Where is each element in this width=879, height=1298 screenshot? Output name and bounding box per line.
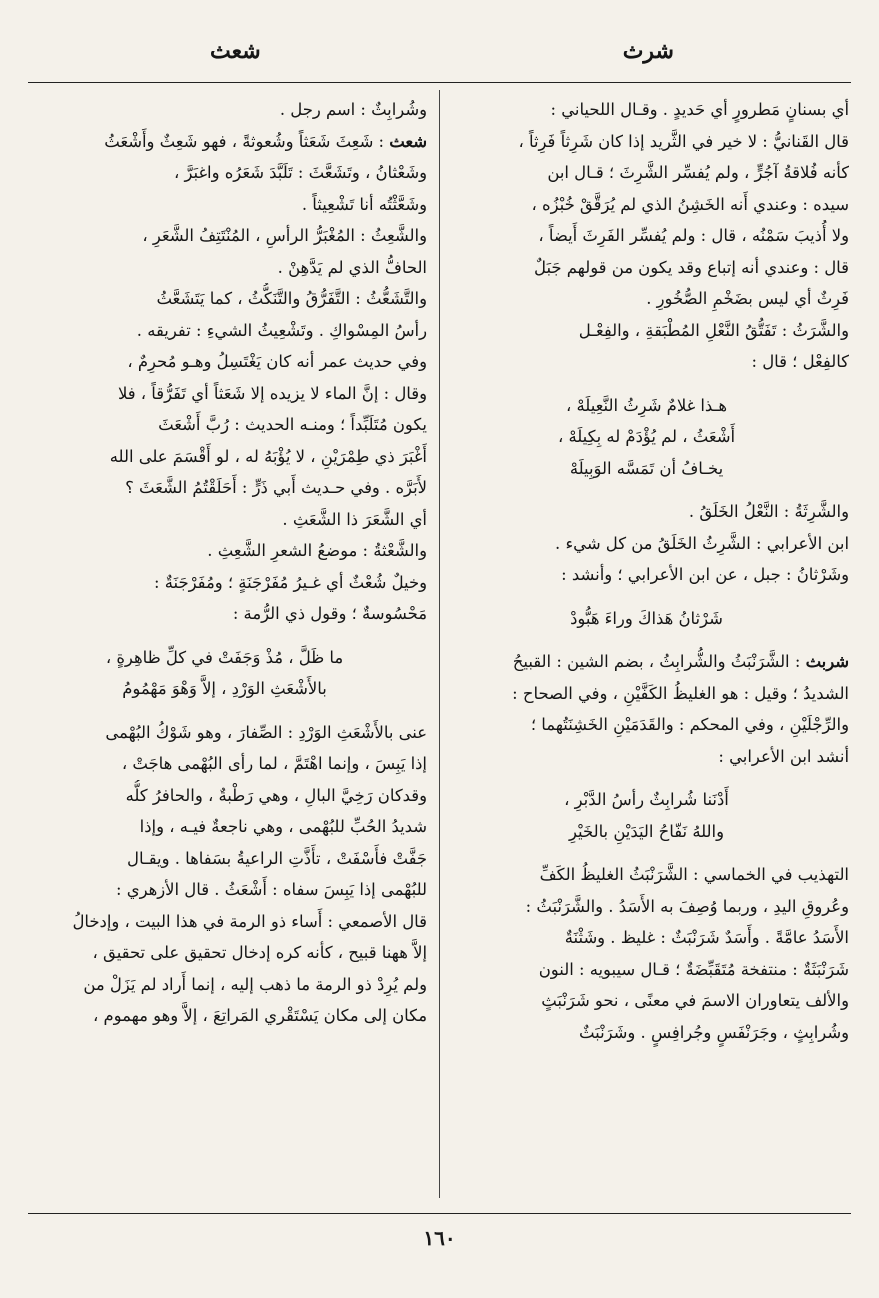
text-line: ولم يُرِدْ ذو الرمة ما ذهب إليه ، إنما أَراد لم يَزَلْ من (83, 974, 427, 994)
text-line: الحافُّ الذي لم يَدَّهِنْ . (277, 257, 427, 277)
text-line: رأسُ المِسْواكِ . وتَشْعِيثُ الشيءِ : تفريقه . (136, 320, 427, 340)
spacer (22, 630, 427, 642)
entry-headword: شعث (389, 131, 427, 151)
text-line: وشَعْثانُ ، وتَشَعَّثَ : تَلَبَّدَ شَعَرُه واغبَرَّ ، (173, 163, 427, 182)
text-line: التهذيب في الخماسي : الشَّرَنْبَثُ الغليظُ الكَفِّ (539, 865, 849, 884)
text-line: وشُرابِثٌ : اسم رجل . (279, 100, 427, 119)
spacer (444, 847, 849, 859)
spacer (444, 378, 849, 390)
text-line: قال القَنانيُّ : لا خير في الثَّريد إذا كان شَرِثاً فَرِثاً ، (518, 131, 849, 151)
text-line: ولا أُذيبَ سَمْنُه ، قال : ولم يُفسِّر الفَرِثَ أَيضاً ، (538, 226, 849, 245)
text-line: والشَّرِثَةُ : النَّعْلُ الخَلَقُ . (688, 502, 849, 521)
text-line: وفي حديث عمر أنه كان يَغْتَسِلُ وهـو مُحرِمٌ ، (127, 352, 427, 371)
entry-headword: شربث (805, 652, 849, 671)
spacer (444, 591, 849, 603)
text-line: سيده : وعندي أَنه الخَشِنُ الذي لم يُرَقَّقْ خُبْزُه ، (531, 194, 849, 214)
text-line: والشَّعْثةُ : موضعُ الشعرِ الشَّعِثِ . (207, 541, 427, 560)
text-line: إلاَّ ههنا قبيح ، كأنه كره إدخال تحقيق على تحقيق ، (92, 943, 427, 962)
text-line: مَحْسُوسةٌ ؛ وقول ذي الرُّمة : (232, 604, 427, 623)
entry-heading-line: شعث : شَعِثَ شَعَثاً وشُعوثةً ، فهو شَعِثٌ وأَشْعَثُ (104, 131, 427, 151)
running-head-left: شعث (210, 38, 261, 64)
text-line: قال : وعندي أنه إتباع وقد يكون من قولهم جَبَلٌ (534, 257, 849, 277)
text-line: الشديدُ ؛ وقيل : هو الغليظُ الكَفَّيْنِ ، وفي الصحاح : (512, 683, 849, 703)
spacer (444, 634, 849, 646)
text-line: فَرِثٌ أي ليس بضَخْمِ الصُّخُورِ . (646, 289, 849, 308)
left-column (22, 94, 427, 1204)
text-line: وشَعَّثْتُه أنا تَشْعِيثاً . (301, 194, 427, 214)
right-column (444, 94, 849, 1204)
text-line: وشَرْثانُ : جبل ، عن ابن الأعرابي ؛ وأنشد : (561, 565, 849, 584)
text-line: يكون مُتَلَبِّداً ؛ ومنـه الحديث : رُبَّ أَشْعَثَ (158, 415, 427, 434)
text-line: إذا يَبِسَ ، وإنما اهْتَمَّ ، لما رأى البُهْمى هاجَتْ ، (121, 754, 427, 773)
text-line: أنشد ابن الأعرابي : (718, 746, 849, 766)
text-line: والألف يتعاوران الاسمَ في معنًى ، نحو شَرَنْبَثٍ (541, 991, 849, 1010)
verse-line: واللهُ نَفّاحُ اليَدَيْنِ بالخَيْرِ (569, 821, 724, 841)
text-line: الأَسَدُ عامَّةً . وأَسَدٌ شَرَنْبَثٌ : غليظ . وشَثْنَةٌ (564, 928, 849, 947)
running-head-right: شرث (622, 38, 674, 64)
text-line: والرِّجْلَيْنِ ، وفي المحكم : والقَدَمَيْنِ الخَشِنَتُهما ؛ (530, 715, 849, 734)
verse-line: هـذا غلامٌ شَرِثُ النَّعِيلَهْ ، (565, 395, 727, 415)
page-number: ١٦٠ (423, 1226, 456, 1250)
text-line: للبُهْمى إذا يَبِسَ سفاه : أَشْعَثُ . قال الأزهري : (116, 880, 427, 899)
text-line: شديدُ الحُبِّ للبُهْمى ، وهي ناجعةٌ فيـه ، وإذا (139, 817, 427, 836)
text-line: ابن الأعرابي : الشَّرِثُ الخَلَقُ من كل شيء . (555, 533, 849, 553)
text-line: مكان إلى مكان يَسْتَقْري المَراتِعَ ، إلاَّ وهو مهموم ، (93, 1006, 427, 1025)
header-rule (28, 82, 851, 83)
text-line: والشَّرَثُ : تَفَتُّقُ النَّعْلِ المُطْبَقةِ ، والفِعْـل (578, 320, 849, 340)
text-line: جَفَّتْ فأَسْفَتْ ، تأَذَّتِ الراعيةُ بسَفاها . ويقـال (127, 848, 427, 868)
text-line: عنى بالأَشْعَثِ الوَرْدِ : الصِّفارَ ، وهو شَوْكُ البُهْمى (105, 722, 427, 742)
verse-line: ما ظَلَّ ، مُذْ وَجَفَتْ في كلِّ ظاهِرةٍ ، (105, 647, 344, 667)
text-line: وقال : إنَّ الماء لا يزيده إلا شَعَثاً أي تَفَرُّقاً ، فلا (117, 383, 427, 403)
text-line: أي الشَّعَرَ ذا الشَّعَثِ . (282, 509, 427, 529)
spacer (444, 772, 849, 784)
verse-line: أَدْنَنا شُرابِثٌ رأسُ الدَّبْرِ ، (564, 790, 729, 809)
text-line: أَغْبَرَ ذي طِمْرَيْنِ ، لا يُؤْبَهُ له ، لو أَقْسَمَ على الله (109, 446, 427, 466)
text-line: لأَبَرَّه . وفي حـديث أَبي ذَرٍّ : أَحَلَقْتُمُ الشَّعَثَ ؟ (125, 478, 427, 497)
text-line: وخيلٌ شُعْثٌ أي غـيرُ مُفَرْجَنَةٍ ؛ ومُفَرْجَنَةٌ : (154, 572, 427, 592)
text-line: وعُروقِ اليدِ ، وربما وُصِفَ به الأَسَدُ . والشَّرَنْبَثُ : (525, 896, 849, 916)
text-line: والشَّعِثُ : المُغْبَرُّ الرأسِ ، المُنْتَتِفُ الشَّعَرِ ، (142, 226, 427, 245)
text-line: أي بسنانٍ مَطرورٍ أي حَديدٍ . وقـال اللحياني : (550, 100, 849, 119)
verse-line: شَرْثانُ هَذاكَ وراءَ هَبُّودْ (570, 608, 723, 628)
entry-heading-line: شربث : الشَّرَنْبَثُ والشُّرابِثُ ، بضم الشين : القبيحُ (512, 652, 849, 671)
spacer (22, 705, 427, 717)
footer-rule (28, 1213, 851, 1214)
text-line: كالفِعْل ؛ قال : (751, 352, 849, 371)
spacer (444, 484, 849, 496)
text-line: والتَّشَعُّثُ : التَّفَرُّقُ والتَّنَكُّثُ ، كما يَتَشَعَّثُ (156, 289, 427, 308)
text-line: كأنه فُلاقةُ آجُرٍّ ، ولم يُفسِّر الشَّرِثَ ؛ قـال ابن (547, 163, 849, 182)
verse-line: يخـافُ أن تَمَسَّه الوَبِيلَهْ (569, 458, 724, 478)
text-line: شَرَنْبَثَةٌ : منتفخة مُتَقَبِّضَةٌ ؛ قـال سيبويه : النون (538, 959, 849, 979)
text-line: قال الأصمعي : أَساء ذو الرمة في هذا البيت ، وإدخالُ (72, 911, 427, 931)
page-header (40, 38, 839, 78)
column-divider (439, 90, 440, 1198)
text-line: وقدكان رَخِيَّ البالِ ، وهي رَطْبةٌ ، والحافرُ كلُّه (125, 785, 427, 805)
text-line: وشُرابِثٍ ، وجَرَنْفَسٍ وجُرافِسٍ . وشَرَنْبَثٌ (579, 1022, 849, 1042)
verse-line: بالأَشْعَثِ الوَرْدِ ، إلاَّ وَهْوَ مَهْمُومُ (122, 679, 327, 698)
verse-line: أَشْعَثُ ، لم يُؤْدَمْ له بِكِيلَهْ ، (557, 427, 736, 446)
